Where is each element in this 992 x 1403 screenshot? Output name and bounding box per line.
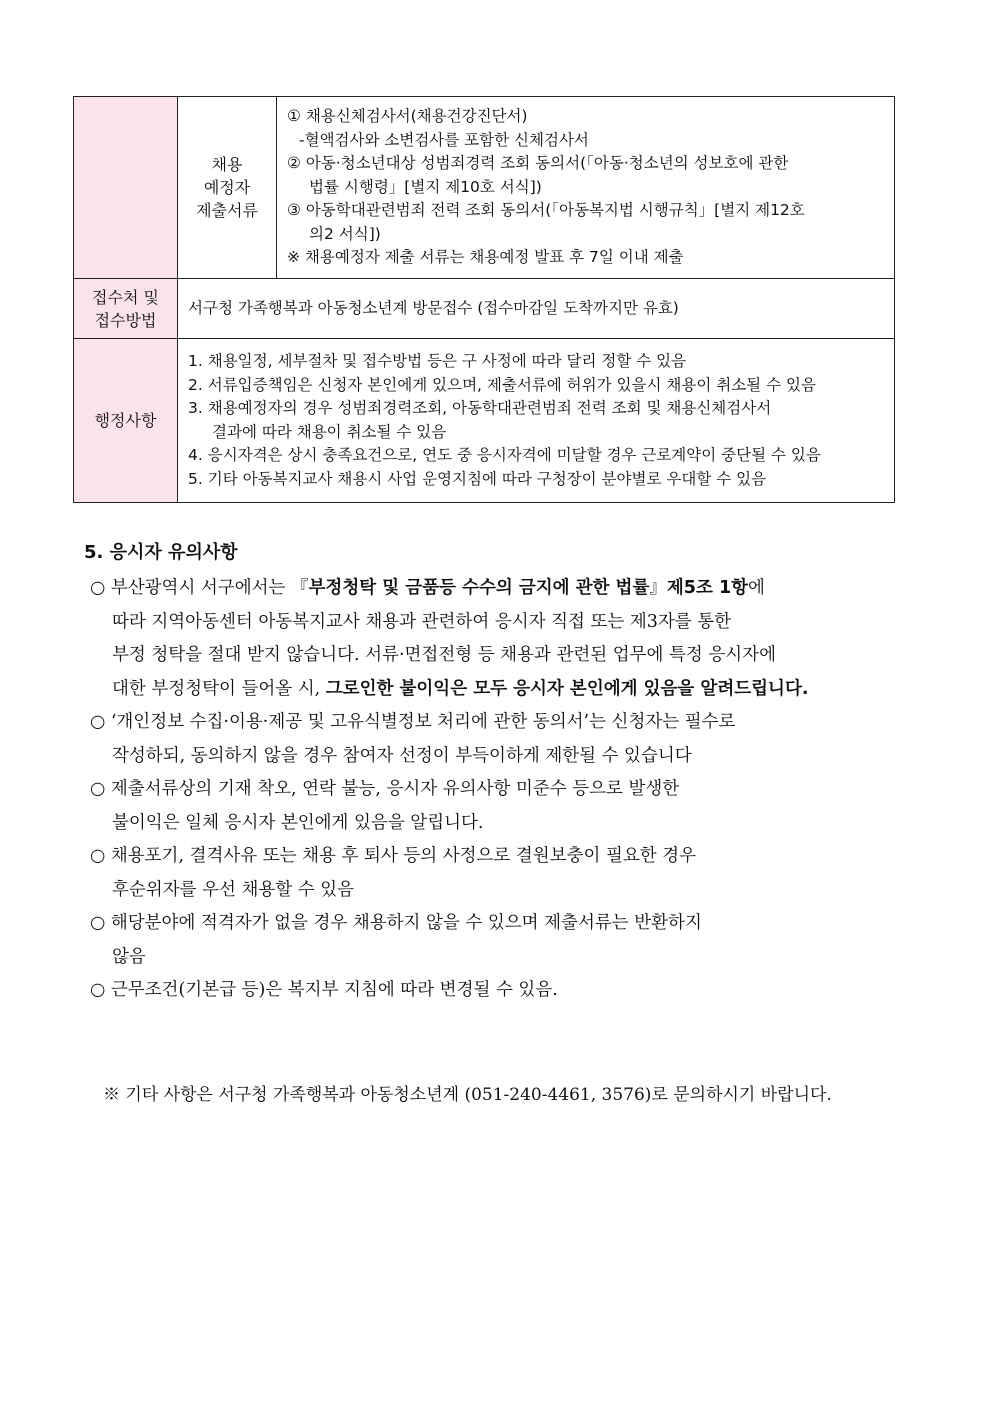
note-line: 후순위자를 우선 채용할 수 있음 (112, 879, 355, 900)
row-label-admin: 행정사항 (74, 339, 178, 503)
notes-list (90, 572, 920, 1008)
note-text: 대한 부정청탁이 들어올 시, (112, 678, 326, 699)
row-label-blank (74, 97, 178, 279)
label-line: 접수방법 (94, 310, 157, 330)
note-item (90, 907, 920, 974)
list-item: 결과에 따라 채용이 취소될 수 있음 (212, 422, 447, 441)
reception-content (178, 279, 895, 339)
note-item (90, 773, 920, 840)
note-item (90, 706, 920, 773)
note-bold: 그로인한 불이익은 모두 응시자 본인에게 있음을 알려드립니다. (325, 678, 809, 699)
note-text: 』 (649, 578, 667, 598)
list-item: ① 채용신체검사서(채용건강진단서) (287, 107, 528, 126)
note-item (90, 572, 920, 706)
label-line: 제출서류 (196, 201, 258, 220)
note-line: ○ 채용포기, 결격사유 또는 채용 후 퇴사 등의 사정으로 결원보충이 필요한 경우 (90, 846, 697, 866)
admin-content (178, 339, 895, 503)
list-item: ② 아동·청소년대상 성범죄경력 조회 동의서(「아동·청소년의 성보호에 관한 (287, 154, 789, 173)
note-line: ○ 근무조건(기본급 등)은 복지부 지침에 따라 변경될 수 있음. (90, 980, 558, 1000)
note-text: 에 (748, 578, 765, 598)
note-line: 않음 (112, 946, 146, 967)
note-line: 따라 지역아동센터 아동복지교사 채용과 관련하여 응시자 직접 또는 제3자를 통한 (112, 611, 732, 632)
reception-text: 서구청 가족행복과 아동청소년계 방문접수 (접수마감일 도착까지만 유효) (188, 298, 679, 317)
list-item: 4. 응시자격은 상시 충족요건으로, 연도 중 응시자격에 미달할 경우 근로계약이 중단될 수 있음 (188, 446, 821, 464)
note-bold: 부정청탁 및 금품등 수수의 금지에 관한 법률 (308, 578, 650, 598)
note-text: ○ 부산광역시 서구에서는 『 (90, 578, 309, 598)
table-row (74, 97, 895, 279)
note-line: ○ ‘개인정보 수집·이용·제공 및 고유식별정보 처리에 관한 동의서’는 신청자는 필수로 (90, 712, 736, 732)
note-line: 부정 청탁을 절대 받지 않습니다. 서류·면접전형 등 채용과 관련된 업무에 특정 응시자에 (112, 645, 776, 665)
note-line: 작성하되, 동의하지 않을 경우 참여자 선정이 부득이하게 제한될 수 있습니다 (112, 745, 692, 766)
label-line: 접수처 및 (92, 287, 159, 307)
note-bold: 제5조 1항 (666, 578, 749, 598)
list-item: -혈액검사와 소변검사를 포함한 신체검사서 (299, 130, 589, 149)
info-table (73, 96, 895, 503)
note-line (90, 673, 920, 707)
list-item: 5. 기타 아동복지교사 채용시 사업 운영지침에 따라 구청장이 분야별로 우대할 수 있음 (188, 469, 767, 488)
list-item: ③ 아동학대관련범죄 전력 조회 동의서(「아동복지법 시행규칙」[별지 제12호 (287, 201, 805, 220)
note-item (90, 840, 920, 907)
list-item: 의2 서식]) (309, 224, 381, 243)
footer-contact: ※ 기타 사항은 서구청 가족행복과 아동청소년계 (051-240-4461, 3576)로 문의하시기 바랍니다. (103, 1085, 832, 1105)
label-line: 예정자 (203, 178, 251, 197)
row-label-documents (178, 97, 277, 279)
row-label-reception (74, 279, 178, 339)
list-item: 1. 채용일정, 세부절차 및 접수방법 등은 구 사정에 따라 달리 정할 수 있음 (188, 352, 687, 370)
note-line: ○ 제출서류상의 기재 착오, 연락 불능, 응시자 유의사항 미준수 등으로 발생한 (90, 779, 680, 799)
note-line: ○ 해당분야에 적격자가 없을 경우 채용하지 않을 수 있으며 제출서류는 반환하지 (90, 913, 702, 933)
list-item: 2. 서류입증책임은 신청자 본인에게 있으며, 제출서류에 허위가 있을시 채용이 취소될 수 있음 (188, 375, 816, 394)
section-title: 5. 응시자 유의사항 (84, 542, 238, 563)
table-row (74, 339, 895, 503)
note-line: 불이익은 일체 응시자 본인에게 있음을 알립니다. (112, 812, 484, 833)
list-item: 법률 시행령」[별지 제10호 서식]) (309, 177, 542, 196)
list-item: ※ 채용예정자 제출 서류는 채용예정 발표 후 7일 이내 제출 (287, 248, 684, 267)
list-item: 3. 채용예정자의 경우 성범죄경력조회, 아동학대관련범죄 전력 조회 및 채용신체검사서 (188, 399, 772, 417)
note-item (90, 974, 920, 1008)
documents-content (277, 97, 895, 279)
label-line: 채용 (211, 155, 243, 174)
table-row (74, 279, 895, 339)
